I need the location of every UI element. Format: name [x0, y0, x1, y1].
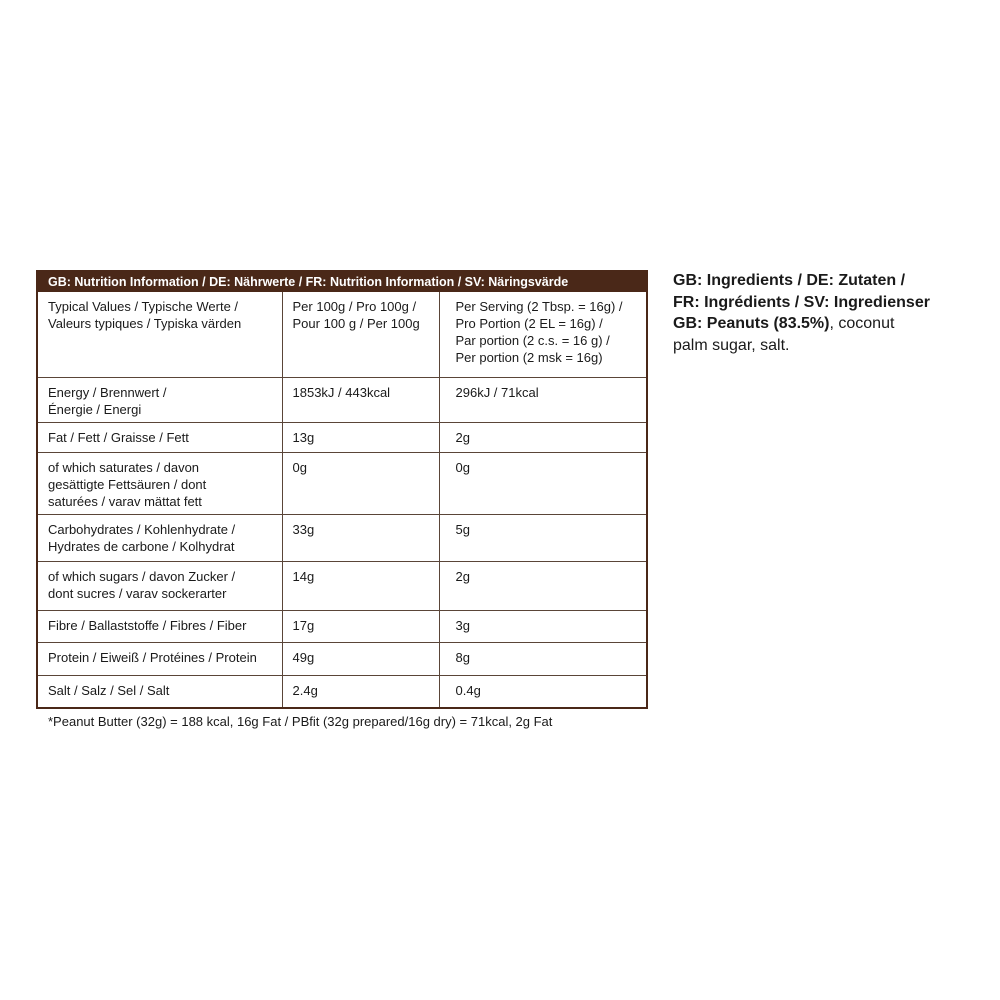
table-row: [38, 377, 646, 422]
row-label: [38, 561, 282, 610]
column-header-per-serving: [439, 292, 646, 377]
table-row: [38, 422, 646, 452]
row-label: [38, 514, 282, 561]
column-header-label: Per 100g / Pro 100g / Pour 100 g / Per 100g: [292, 299, 420, 331]
table-row: [38, 452, 646, 514]
value-per-100g: 2.4g: [282, 675, 439, 707]
column-header-typical-values: [38, 292, 282, 377]
ingredients-rest: , coconut palm sugar, salt.: [673, 315, 895, 354]
value-per-100g: 1853kJ / 443kcal: [282, 377, 439, 422]
value-per-100g: 0g: [282, 452, 439, 514]
row-label: [38, 377, 282, 422]
value-per-100g: 14g: [282, 561, 439, 610]
row-label: [38, 610, 282, 642]
value-per-100g: 13g: [282, 422, 439, 452]
ingredients-highlight: GB: Peanuts (83.5%): [673, 315, 830, 332]
row-label: [38, 422, 282, 452]
table-row: [38, 675, 646, 707]
row-label-text: Fat / Fett / Graisse / Fett: [48, 429, 189, 445]
ingredients-block: [673, 270, 973, 356]
footnote: *Peanut Butter (32g) = 188 kcal, 16g Fat / PBfit (32g prepared/16g dry) = 71kcal, 2g Fat: [48, 714, 553, 729]
value-per-serving: 5g: [439, 514, 646, 561]
value-per-serving: 0.4g: [439, 675, 646, 707]
value-per-serving: 2g: [439, 422, 646, 452]
column-header-per-100g: [282, 292, 439, 377]
value-per-serving: 296kJ / 71kcal: [439, 377, 646, 422]
ingredients-title: GB: Ingredients / DE: Zutaten / FR: Ingrédients / SV: Ingredienser: [673, 272, 930, 311]
table-row: [38, 561, 646, 610]
table-header-row: [38, 292, 646, 377]
value-per-100g: 49g: [282, 642, 439, 675]
value-per-100g: 17g: [282, 610, 439, 642]
row-label-text: Protein / Eiweiß / Protéines / Protein: [48, 649, 257, 665]
row-label-text: Fibre / Ballaststoffe / Fibres / Fiber: [48, 617, 247, 633]
row-label: [38, 452, 282, 514]
row-label-text: of which saturates / davon gesättigte Fettsäuren / dont saturées / varav mättat fett: [48, 459, 207, 509]
column-header-label: Per Serving (2 Tbsp. = 16g) / Pro Portion (2 EL = 16g) / Par portion (2 c.s. = 16 g) / Per portion (2 msk = 16g): [455, 299, 623, 365]
value-per-serving: 2g: [439, 561, 646, 610]
value-per-serving: 8g: [439, 642, 646, 675]
nutrition-table: [38, 292, 646, 707]
table-row: [38, 610, 646, 642]
nutrition-panel: [36, 270, 648, 709]
table-row: [38, 514, 646, 561]
column-header-label: Typical Values / Typische Werte / Valeurs typiques / Typiska värden: [48, 299, 242, 331]
ingredients-text: [673, 313, 973, 356]
row-label: [38, 642, 282, 675]
table-row: [38, 642, 646, 675]
nutrition-header: GB: Nutrition Information / DE: Nährwerte / FR: Nutrition Information / SV: Näringsvärde: [38, 272, 646, 292]
row-label-text: Carbohydrates / Kohlenhydrate / Hydrates de carbone / Kolhydrat: [48, 521, 236, 554]
row-label-text: of which sugars / davon Zucker / dont sucres / varav sockerarter: [48, 568, 236, 601]
row-label-text: Energy / Brennwert / Énergie / Energi: [48, 384, 167, 417]
value-per-serving: 3g: [439, 610, 646, 642]
row-label: [38, 675, 282, 707]
value-per-serving: 0g: [439, 452, 646, 514]
row-label-text: Salt / Salz / Sel / Salt: [48, 682, 170, 698]
value-per-100g: 33g: [282, 514, 439, 561]
